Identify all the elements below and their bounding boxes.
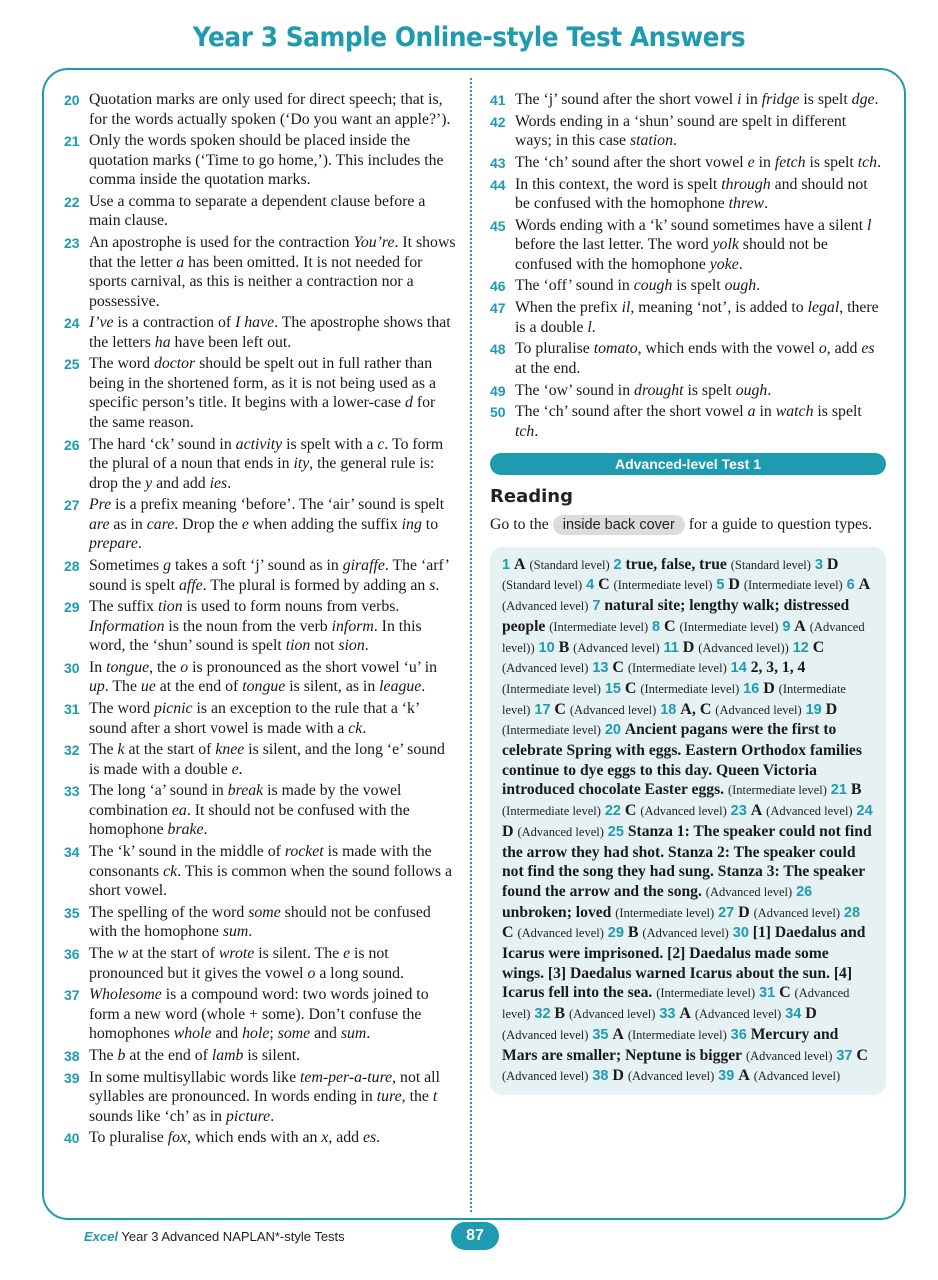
answer-text: The w at the start of wrote is silent. The e is not pronounced but it gives the vowel o a long sound. [89,945,405,982]
answer-number: 29 [64,599,80,616]
reading-answer-number: 37 [836,1047,853,1064]
answer-number: 36 [64,946,80,962]
reading-answer-number: 39 [718,1068,735,1085]
answer-text: Sometimes g takes a soft ‘j’ sound as in giraffe. The ‘arf’ sound is spelt affe. The plural is formed by adding an s. [89,557,449,594]
reading-answer-number: 9 [782,618,791,635]
answer-item [490,90,886,110]
reading-answer-level: (Intermediate level) [502,804,601,819]
reading-answer-number: 14 [730,660,747,677]
reading-answer-value: D [738,903,750,921]
reading-answer-number: 3 [814,556,823,573]
answer-text: An apostrophe is used for the contraction You’re. It shows that the letter a has been omitted. It is not needed for sports carnival, as this is neither a contraction nor a possessive. [89,234,456,310]
answer-item [64,131,456,190]
reading-answer-value: C [779,984,791,1002]
reading-answer [605,802,727,819]
reading-answer-level: (Standard level) [529,557,610,572]
reading-answer-value: [1] Daedalus and Icarus were imprisoned. [2] Daedalus made some wings. [3] Daedalus warned Icarus about the sun. [4] Icarus fell into the sea. [502,924,866,1002]
reading-answer [716,576,842,593]
reading-answer-level: (Intermediate level) [502,681,846,717]
reading-answer-number: 13 [592,660,609,677]
answer-text: The b at the end of lamb is silent. [89,1046,301,1064]
reading-answer-value: C [664,617,676,635]
answer-text: The ‘off’ sound in cough is spelt ough. [515,277,761,295]
answer-text: Words ending in a ‘shun’ sound are spelt in different ways; in this case station. [515,112,847,150]
answer-text: The ‘ch’ sound after the short vowel e in fetch is spelt tch. [515,153,882,171]
reading-answer [659,1005,781,1022]
answer-text: In this context, the word is spelt through and should not be confused with the homophone threw. [515,175,868,213]
reading-answer-number: 15 [604,680,621,697]
answer-text: The hard ‘ck’ sound in activity is spelt with a c. To form the plural of a noun that ends in ity, the general rule is: drop the y and add ies. [89,435,444,492]
reading-answer-level: (Advanced level) [640,804,727,819]
reading-answer-value: Ancient pagans were the first to celebrate Spring with eggs. Eastern Orthodox families continue to dye eggs to this day. Queen Victoria introduced chocolate Easter eggs. [502,721,862,799]
reading-answer-level: (Advanced level) [502,599,589,614]
reading-answer [660,701,801,718]
reading-answer-level: (Intermediate level) [502,723,601,738]
reading-answer-level: (Advanced level) [517,926,604,941]
reading-answer-value: B [850,781,862,799]
answer-text: In tongue, the o is pronounced as the short vowel ‘u’ in up. The ue at the end of tongue is silent, as in league. [89,658,438,696]
answer-item [64,597,456,656]
answer-item [64,90,456,129]
reading-answer-value: A [858,576,871,594]
reading-answer-value: D [825,700,838,718]
reading-answer-value: B [554,1005,566,1023]
reading-answer-level: (Advanced level) [753,1069,841,1084]
answer-item [64,658,456,697]
answer-number: 46 [490,278,506,295]
answer-number: 37 [64,987,80,1004]
reading-answer-number: 26 [796,883,813,900]
reading-answer-number: 1 [502,556,511,573]
reading-answer [592,659,726,676]
reading-answer [652,618,778,635]
answer-number: 27 [64,497,80,514]
answer-item [64,842,456,901]
reading-answer-number: 33 [659,1006,676,1023]
reading-answer-number: 29 [607,925,624,942]
column-divider [470,78,472,1212]
reading-answer-level: (Intermediate level) [627,661,727,676]
answer-text: The word doctor should be spelt out in full rather than being in the shortened form, as it is not being used as a specific person’s title. It begins with a lower-case d for the same reason. [89,355,437,431]
answer-number: 38 [64,1047,80,1064]
reading-answer-level: (Advanced level) [745,1048,833,1063]
reading-answer-number: 27 [718,904,735,921]
reading-answer-value: A [513,555,526,573]
reading-answer [605,680,739,697]
answer-number: 35 [64,904,80,921]
reading-answer-value: D [805,1005,817,1023]
answer-text: The word picnic is an exception to the rule that a ‘k’ sound after a short vowel is made with a ck. [89,700,420,737]
answer-item [64,1068,456,1127]
answer-number: 25 [64,356,80,373]
reading-answer-value: A [679,1005,691,1023]
reading-answer-value: D [502,822,514,840]
answer-item [490,339,886,378]
reading-answer-level: (Advanced level)) [698,640,789,655]
reading-answer-number: 12 [792,639,809,656]
reading-answer-number: 25 [607,823,624,840]
page-number: 87 [451,1222,499,1250]
answer-item [64,740,456,779]
answer-item [64,435,456,494]
reading-answer-value: B [558,638,570,656]
answer-item [490,402,886,441]
answer-text: The ‘ch’ sound after the short vowel a in watch is spelt tch. [515,403,862,440]
answer-item [490,216,886,275]
reading-answer-value: C [856,1046,868,1064]
reading-answer-number: 20 [604,722,621,739]
reading-answer-value: Stanza 1: The speaker could not find the arrow they had shot. Stanza 2: The speaker could not find the song they had sung. Stanza 3: The speaker found the arrow and the song. [502,822,872,900]
reading-answer-number: 2 [613,556,622,573]
reading-answer-level: (Advanced level) [502,986,850,1022]
reading-answer-level: (Advanced level) [569,702,657,717]
answer-item [64,985,456,1044]
reading-answer-level: (Intermediate level) [613,578,713,593]
answer-text: The ‘k’ sound in the middle of rocket is made with the consonants ck. This is common when the sound follows a short vowel. [89,843,453,900]
answer-text: Use a comma to separate a dependent clause before a main clause. [89,192,426,230]
intro-text-after: for a guide to question types. [688,515,873,533]
reading-answer-number: 7 [592,598,601,615]
answer-item [490,276,886,296]
reading-answer-number: 18 [660,701,677,718]
reading-answer-number: 10 [538,639,555,656]
answer-text: Words ending with a ‘k’ sound sometimes have a silent l before the last letter. The word yolk should not be confused with the homophone yoke. [515,216,872,273]
reading-answer-value: C [502,924,514,942]
answer-text: In some multisyllabic words like tem-per-a-ture, not all syllables are pronounced. In words ending in ture, the t sounds like ‘ch’ as in picture. [89,1068,440,1125]
reading-answer-number: 16 [743,680,760,697]
reading-answer-number: 38 [592,1068,609,1085]
reading-answer-level: (Advanced level) [502,661,589,676]
answer-item [64,1046,456,1066]
answer-number: 43 [490,154,506,171]
reading-answer-level: (Advanced level) [766,804,853,819]
answer-text: Only the words spoken should be placed inside the quotation marks (‘Time to go home,’). This includes the comma inside the quotation marks. [89,132,444,189]
reading-answer-level: (Advanced level) [502,1027,589,1042]
answer-item [64,903,456,942]
answer-text: The ‘ow’ sound in drought is spelt ough. [515,381,772,399]
answer-number: 32 [64,742,80,759]
answer-number: 47 [490,300,506,317]
reading-answer-number: 35 [592,1026,609,1043]
answer-text: To pluralise fox, which ends with an x, add es. [89,1129,381,1147]
reading-answer-level: (Advanced level) [502,1069,589,1084]
answer-number: 45 [490,217,506,234]
reading-answer-level: (Intermediate level) [549,619,649,634]
reading-answer-value: D [826,555,839,573]
answer-text: Pre is a prefix meaning ‘before’. The ‘air’ sound is spelt are as in care. Drop the e when adding the suffix ing to prepare. [89,496,445,553]
answer-item [64,944,456,983]
reading-answer-level: (Intermediate level) [640,681,740,696]
reading-answer-value: A [612,1025,624,1043]
reading-answer-value: D [612,1067,624,1085]
answer-number: 34 [64,844,80,861]
reading-answer-value: C [812,638,825,656]
reading-answer-level: (Advanced level) [694,1007,782,1022]
answer-number: 24 [64,315,80,332]
answer-text: The spelling of the word some should not be confused with the homophone sum. [89,903,431,941]
answer-item [64,313,456,352]
reading-answer-level: (Standard level) [730,557,811,572]
reading-answer-value: 2, 3, 1, 4 [750,659,806,677]
answer-item [490,298,886,337]
reading-answer-level: (Intermediate level) [727,783,827,798]
answer-text: To pluralise tomato, which ends with the vowel o, add es at the end. [515,340,875,377]
answer-number: 23 [64,235,80,252]
answer-item [64,192,456,231]
reading-answer-value: C [624,802,637,820]
answer-number: 41 [490,92,506,108]
reading-answer-level: (Advanced level) [569,1007,656,1022]
reading-answer-level: (Intermediate level) [615,905,715,920]
reading-answer-level: (Advanced level) [517,824,604,839]
reading-answer [534,701,656,718]
reading-answer-level: (Intermediate level) [502,681,601,696]
reading-answer-number: 19 [805,701,822,718]
answer-item [64,495,456,554]
answer-number: 39 [64,1069,80,1086]
reading-answer-level: (Intermediate level) [656,986,756,1001]
reading-answer-level: (Advanced level) [573,640,660,655]
reading-answer-value: B [627,924,639,942]
reading-answer-value: A [750,802,763,820]
answer-number: 42 [490,113,506,130]
reading-answer-level: (Advanced level) [627,1069,715,1084]
answer-item [64,556,456,595]
reading-answer [539,639,660,656]
answer-item [490,153,886,173]
intro-text-before: Go to the [490,515,549,533]
answer-text: I’ve is a contraction of I have. The apostrophe shows that the letters ha have been left out. [89,314,451,351]
reading-answer [663,639,788,656]
reading-answer-level: (Intermediate level) [679,619,779,634]
reading-answer-value: D [728,576,740,594]
answer-item [64,781,456,840]
reading-answer-number: 17 [534,701,551,718]
footer-brand: Excel [84,1229,118,1244]
reading-answer-value: A [738,1067,750,1085]
reading-answer-value: A [794,617,806,635]
reading-answer [586,576,712,593]
reading-answer-value: unbroken; loved [502,903,612,921]
reading-answer-value: D [763,679,775,697]
reading-answer [534,1005,655,1022]
section-header-advanced-test-1: Advanced-level Test 1 [490,453,886,475]
reading-answer-value: Mercury and Mars are smaller; Neptune is bigger [502,1025,839,1064]
reading-heading: Reading [490,486,573,508]
answer-text: The suffix tion is used to form nouns from verbs. Information is the noun from the verb inform. In this word, the ‘shun’ sound is spelt tion not sion. [89,598,422,655]
footer [84,1229,345,1244]
reading-answer-level: (Advanced level) [705,884,793,899]
reading-answer [614,556,811,573]
answer-text: Wholesome is a compound word: two words joined to form a new word (whole + some). Don’t confuse the homophones whole and hole; some and sum. [89,986,429,1043]
reading-answer [608,924,729,941]
reading-answer [592,1067,714,1084]
reading-answer [731,802,853,819]
reading-answer-number: 34 [785,1006,802,1023]
reading-answer-number: 6 [846,577,855,594]
reading-answer-number: 36 [730,1026,747,1043]
answer-number: 28 [64,558,80,574]
answer-text: The long ‘a’ sound in break is made by the vowel combination ea. It should not be confused with the homophone brake. [89,782,410,839]
reading-answer-level: (Advanced level) [642,926,729,941]
reading-answer-number: 5 [716,577,725,594]
left-column [64,90,456,1150]
answer-text: The k at the start of knee is silent, and the long ‘e’ sound is made with a double e. [89,741,445,778]
answer-number: 22 [64,193,80,210]
answer-item [64,354,456,432]
reading-answer [502,556,610,573]
reading-answer-number: 11 [663,639,679,656]
spelling-answers-list [490,90,886,441]
reading-answer-level: (Standard level) [502,578,583,593]
answer-text: The ‘j’ sound after the short vowel i in fridge is spelt dge. [515,91,879,108]
answer-number: 50 [490,404,506,421]
reading-answer-level: (Advanced level) [753,905,840,920]
reading-answer-level: (Advanced level)) [502,619,865,655]
reading-answer [592,1026,726,1043]
answer-number: 44 [490,176,506,193]
reading-answer-value: A, C [680,700,712,718]
page-title: Year 3 Sample Online-style Test Answers [192,22,746,53]
answer-item [490,112,886,151]
answer-number: 33 [64,783,80,800]
answer-number: 26 [64,436,80,453]
answer-item [490,175,886,214]
reading-answer-number: 30 [732,925,749,942]
reading-answer-level: (Advanced level) [715,702,802,717]
answer-number: 20 [64,92,80,108]
footer-text: Year 3 Advanced NAPLAN*-style Tests [121,1229,345,1244]
reading-answer-number: 28 [843,904,861,921]
reading-answer-number: 8 [652,618,661,635]
reading-answer [718,1067,840,1084]
reading-answer-value: D [682,638,695,656]
answer-text: When the prefix il, meaning ‘not’, is added to legal, there is a double l. [515,299,879,336]
reading-answer-number: 23 [730,803,747,820]
reading-answer-number: 32 [534,1006,551,1023]
answer-number: 48 [490,341,506,358]
reading-answer-number: 22 [604,803,621,820]
inside-back-cover-chip: inside back cover [553,515,685,535]
answer-item [64,699,456,738]
right-column [490,90,886,1095]
answer-text: Quotation marks are only used for direct speech; that is, for the words actually spoken (‘Do you want an apple?’). [89,91,451,128]
answer-item [64,233,456,311]
reading-answer [718,904,840,921]
reading-answer-value: C [612,659,624,677]
answer-number: 40 [64,1130,80,1147]
answer-item [490,381,886,401]
answer-number: 49 [490,382,506,399]
reading-answer-value: C [554,700,566,718]
reading-answer-number: 4 [586,577,595,594]
answer-number: 21 [64,133,80,150]
reading-answer-number: 24 [856,803,873,820]
reading-answer-value: natural site; lengthy walk; distressed people [502,597,850,635]
reading-answer-value: true, false, true [625,555,727,573]
reading-answers-box [490,547,886,1095]
reading-answer-number: 21 [830,782,847,799]
answer-number: 31 [64,701,80,718]
reading-answer-level: (Intermediate level) [627,1027,727,1042]
answer-number: 30 [64,659,80,676]
reading-answer-value: C [624,679,637,697]
reading-answer-value: C [598,576,610,594]
answer-item [64,1128,456,1148]
reading-intro [490,515,886,535]
reading-answer-level: (Intermediate level) [743,578,843,593]
reading-answer-number: 31 [759,985,776,1002]
